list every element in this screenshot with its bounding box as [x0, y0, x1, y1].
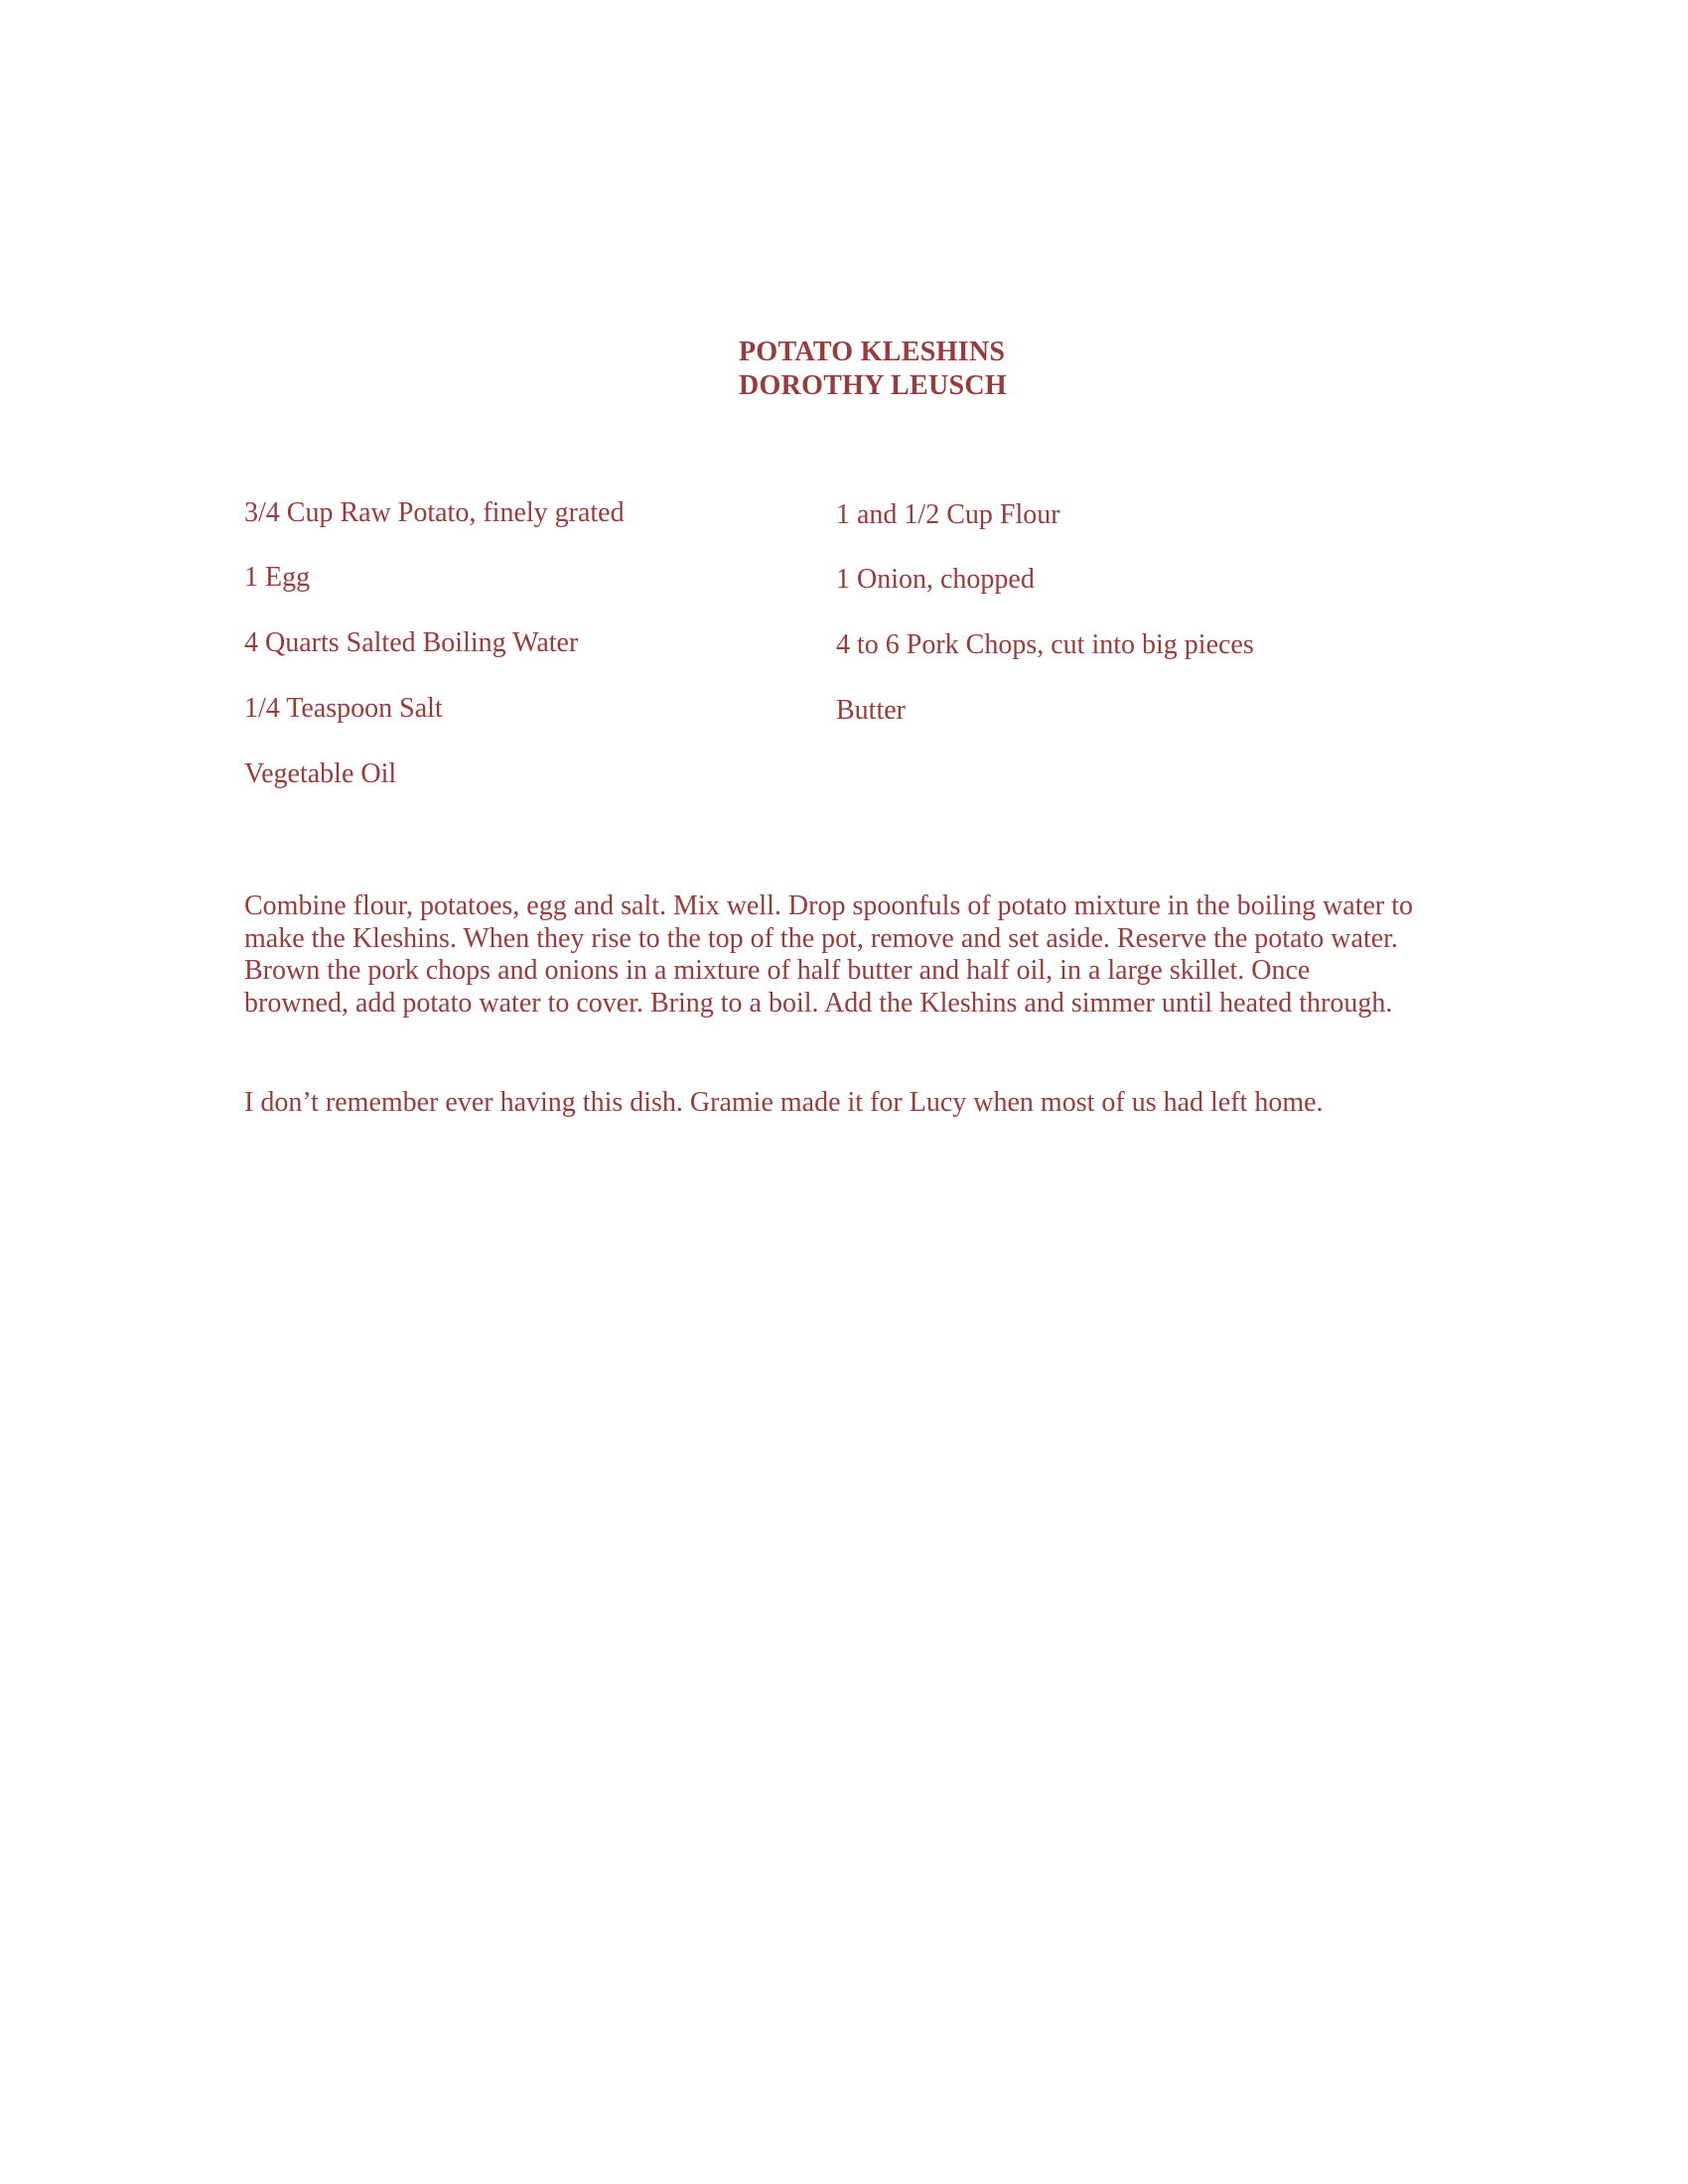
instruction-line: browned, add potato water to cover. Bring to a boil. Add the Kleshins and simmer until heated through.	[244, 987, 1393, 1019]
ingredient-item: 1 Egg	[244, 562, 311, 593]
instruction-line: make the Kleshins. When they rise to the top of the pot, remove and set aside. Reserve the potato water.	[244, 922, 1398, 954]
recipe-title-block	[739, 336, 1007, 403]
recipe-instructions	[244, 890, 1456, 1020]
ingredient-item: Vegetable Oil	[244, 758, 397, 789]
ingredient-item: 1 Onion, chopped	[836, 564, 1035, 595]
ingredient-item: 1 and 1/2 Cup Flour	[836, 499, 1060, 530]
recipe-note: I don’t remember ever having this dish. Gramie made it for Lucy when most of us had left home.	[244, 1087, 1324, 1118]
ingredient-item: 3/4 Cup Raw Potato, finely grated	[244, 497, 625, 528]
instruction-line: Combine flour, potatoes, egg and salt. Mix well. Drop spoonfuls of potato mixture in the boiling water to	[244, 890, 1414, 921]
ingredients-list	[244, 496, 1436, 814]
recipe-author: DOROTHY LEUSCH	[739, 370, 1007, 401]
ingredient-item: 4 Quarts Salted Boiling Water	[244, 627, 579, 658]
ingredient-item: 1/4 Teaspoon Salt	[244, 693, 443, 724]
ingredient-item: 4 to 6 Pork Chops, cut into big pieces	[836, 629, 1254, 660]
recipe-title: POTATO KLESHINS	[739, 337, 1006, 367]
ingredient-item: Butter	[836, 695, 906, 726]
instruction-line: Brown the pork chops and onions in a mixture of half butter and half oil, in a large skillet. Once	[244, 955, 1311, 986]
